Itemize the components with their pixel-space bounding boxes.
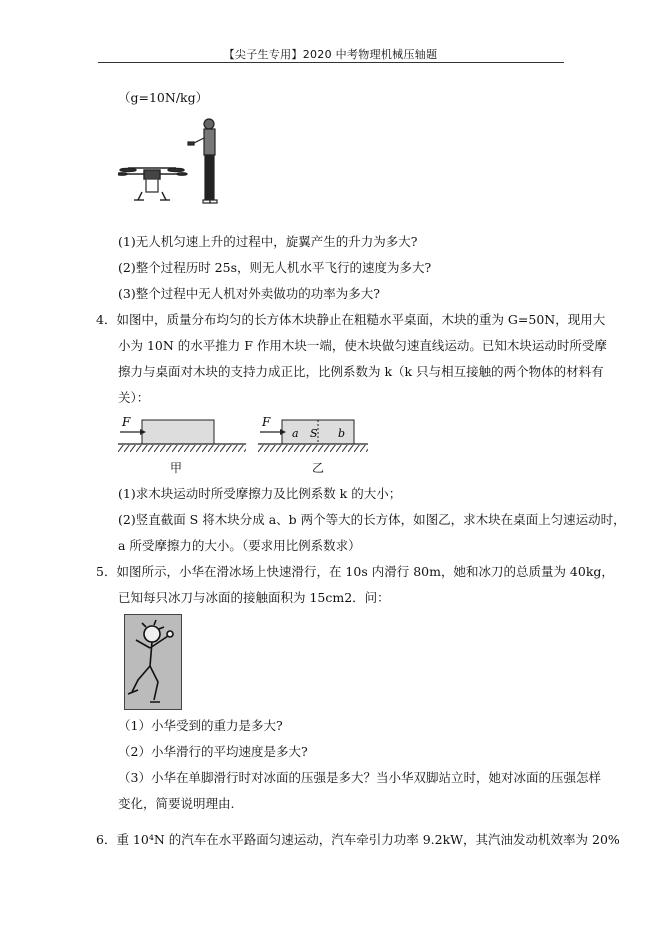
table-hatch xyxy=(258,445,368,452)
q4-line4: 关）： xyxy=(118,390,150,405)
q5-sub1: （1）小华受到的重力是多大? xyxy=(118,718,283,733)
figure-yi-block xyxy=(258,412,370,456)
skater-illustration xyxy=(124,614,182,710)
label-a: a xyxy=(292,427,299,440)
force-label: F xyxy=(262,415,271,429)
q5-sub3-line2: 变化，简要说明理由. xyxy=(118,796,235,811)
force-label: F xyxy=(122,415,131,429)
q5-line1: 5．如图所示，小华在滑冰场上快速滑行，在 10s 内滑行 80m，她和冰刀的总质量为 40kg， xyxy=(96,564,614,579)
q3-sub2: (2)整个过程历时 25s，则无人机水平飞行的速度为多大? xyxy=(118,260,432,275)
page-header: 【尖子生专用】2020 中考物理机械压轴题 xyxy=(223,48,438,61)
label-s: S xyxy=(310,427,318,440)
q4-line2: 小为 10N 的水平推力 F 作用木块一端，使木块做匀速直线运动。已知木块运动时所受摩 xyxy=(118,338,607,353)
table-hatch xyxy=(118,445,246,452)
q6-line1: 6．重 10⁴N 的汽车在水平路面匀速运动，汽车牵引力功率 9.2kW，其汽油发动机效率为 20% xyxy=(96,832,620,847)
q3-sub3: (3)整个过程中无人机对外卖做功的功率为多大? xyxy=(118,286,380,301)
drone-operator-illustration xyxy=(118,112,228,212)
figure-jia-block xyxy=(118,412,248,456)
header-divider xyxy=(98,62,564,63)
q4-sub1: (1)求木块运动时所受摩擦力及比例系数 k 的大小； xyxy=(118,486,402,501)
q4-line3: 擦力与桌面对木块的支持力成正比，比例系数为 k（k 只与相互接触的两个物体的材料有 xyxy=(118,364,604,379)
figure-yi-caption: 乙 xyxy=(312,461,325,475)
q4-sub2-line1: (2)竖直截面 S 将木块分成 a、b 两个等大的长方体，如图乙，求木块在桌面上匀速运动时， xyxy=(118,512,626,527)
q3-g-note: （g=10N/kg） xyxy=(118,90,209,105)
q5-sub3-line1: （3）小华在单脚滑行时对冰面的压强是多大？当小华双脚站立时，她对冰面的压强怎样 xyxy=(118,770,601,785)
q4-sub2-line2: a 所受摩擦力的大小。（要求用比例系数求） xyxy=(118,538,361,553)
label-b: b xyxy=(338,427,346,440)
q4-line1: 4．如图中，质量分布均匀的长方体木块静止在粗糙水平桌面，木块的重为 G=50N，现用大 xyxy=(96,312,606,327)
operator-figure xyxy=(188,119,217,203)
drone-icon xyxy=(118,168,187,200)
q5-line2: 已知每只冰刀与冰面的接触面积为 15cm2．问： xyxy=(118,590,390,605)
figure-jia-caption: 甲 xyxy=(170,461,183,475)
q3-sub1: (1)无人机匀速上升的过程中，旋翼产生的升力为多大? xyxy=(118,234,418,249)
wood-block xyxy=(142,420,214,444)
q5-sub2: （2）小华滑行的平均速度是多大? xyxy=(118,744,308,759)
